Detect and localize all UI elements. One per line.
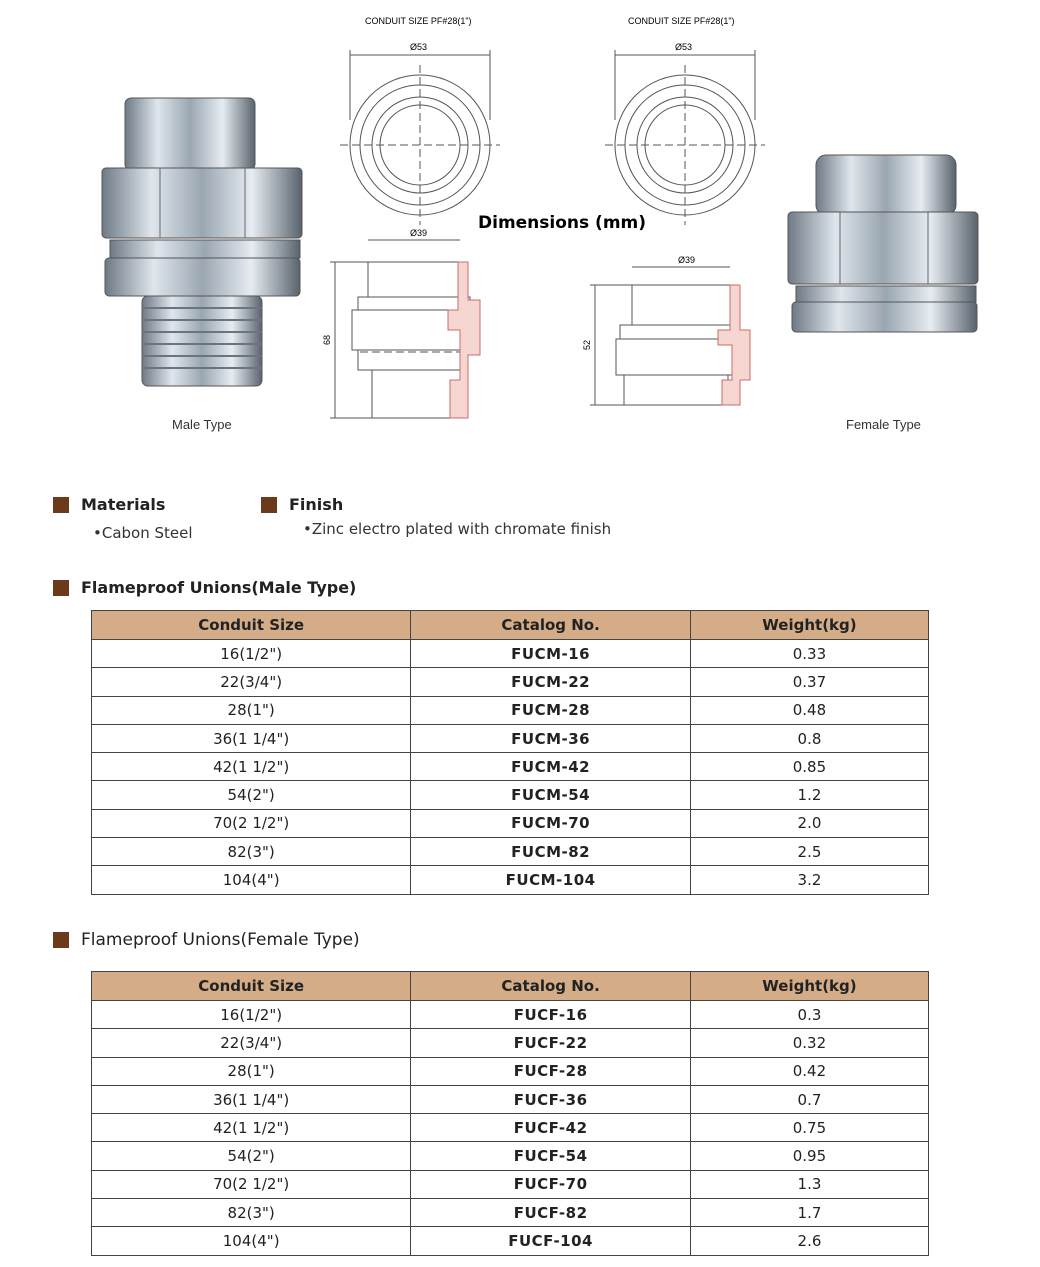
materials-square-icon [53,497,69,513]
weight-cell: 2.0 [690,809,928,837]
top-dia-left: Ø53 [410,42,428,52]
table-row [92,1114,929,1142]
catalog-no-cell: FUCF-28 [411,1057,691,1085]
weight-cell: 0.8 [690,724,928,752]
male-table-title: Flameproof Unions(Male Type) [81,578,357,597]
dimensions-title: Dimensions (mm) [478,213,647,233]
female-type-caption: Female Type [846,417,921,432]
conduit-size-cell: 54(2") [92,781,411,809]
catalog-no-cell: FUCF-42 [411,1114,691,1142]
catalog-no-cell: FUCF-104 [411,1227,691,1255]
conduit-size-cell: 42(1 1/2") [92,1114,411,1142]
top-dia-right: Ø53 [675,42,693,52]
table-row [92,809,929,837]
catalog-no-cell: FUCM-70 [411,809,691,837]
finish-item: •Zinc electro plated with chromate finish [303,520,612,538]
col-header-conduit-size: Conduit Size [92,611,411,640]
catalog-no-cell: FUCF-70 [411,1170,691,1198]
catalog-no-cell: FUCM-54 [411,781,691,809]
conduit-size-right: CONDUIT SIZE PF#28(1") [628,16,735,26]
table-row [92,1227,929,1255]
conduit-size-cell: 104(4") [92,866,411,894]
col-header-weight: Weight(kg) [690,611,928,640]
female-spec-table [91,971,929,1256]
col-header-catalog-no: Catalog No. [411,972,691,1001]
conduit-size-cell: 16(1/2") [92,1001,411,1029]
finish-square-icon [261,497,277,513]
table-row [92,640,929,668]
catalog-no-cell: FUCM-82 [411,838,691,866]
table-row [92,1029,929,1057]
conduit-size-cell: 28(1") [92,696,411,724]
male-table-heading [53,578,356,597]
materials-heading [53,495,165,514]
weight-cell: 0.7 [690,1085,928,1113]
conduit-size-cell: 36(1 1/4") [92,724,411,752]
male-type-caption: Male Type [172,417,232,432]
conduit-size-cell: 82(3") [92,1199,411,1227]
weight-cell: 0.32 [690,1029,928,1057]
female-table-square-icon [53,932,69,948]
conduit-size-cell: 82(3") [92,838,411,866]
catalog-no-cell: FUCM-16 [411,640,691,668]
col-header-catalog-no: Catalog No. [411,611,691,640]
catalog-no-cell: FUCF-54 [411,1142,691,1170]
weight-cell: 2.6 [690,1227,928,1255]
catalog-no-cell: FUCM-42 [411,753,691,781]
table-row [92,1001,929,1029]
weight-cell: 1.3 [690,1170,928,1198]
table-row [92,696,929,724]
table-row [92,781,929,809]
side-dia-left: Ø39 [410,228,428,238]
catalog-no-cell: FUCF-36 [411,1085,691,1113]
table-row [92,1142,929,1170]
female-table-title: Flameproof Unions(Female Type) [81,930,360,950]
weight-cell: 0.48 [690,696,928,724]
weight-cell: 0.42 [690,1057,928,1085]
weight-cell: 3.2 [690,866,928,894]
finish-title: Finish [289,495,344,514]
side-dia-right: Ø39 [678,255,696,265]
conduit-size-cell: 28(1") [92,1057,411,1085]
conduit-size-cell: 22(3/4") [92,668,411,696]
conduit-size-cell: 16(1/2") [92,640,411,668]
catalog-no-cell: FUCF-16 [411,1001,691,1029]
conduit-size-cell: 54(2") [92,1142,411,1170]
catalog-no-cell: FUCM-104 [411,866,691,894]
catalog-no-cell: FUCM-36 [411,724,691,752]
catalog-no-cell: FUCM-22 [411,668,691,696]
height-left: 68 [322,334,332,345]
finish-heading [261,495,343,514]
height-right: 52 [582,339,592,350]
male-table-square-icon [53,580,69,596]
female-table-heading [53,930,360,950]
table-row [92,724,929,752]
weight-cell: 0.85 [690,753,928,781]
conduit-size-cell: 42(1 1/2") [92,753,411,781]
table-row [92,1199,929,1227]
conduit-size-cell: 22(3/4") [92,1029,411,1057]
weight-cell: 1.2 [690,781,928,809]
table-row [92,866,929,894]
dimension-drawings [320,0,780,430]
weight-cell: 0.33 [690,640,928,668]
conduit-size-cell: 36(1 1/4") [92,1085,411,1113]
conduit-size-left: CONDUIT SIZE PF#28(1") [365,16,472,26]
conduit-size-cell: 70(2 1/2") [92,809,411,837]
catalog-no-cell: FUCF-22 [411,1029,691,1057]
weight-cell: 1.7 [690,1199,928,1227]
table-row [92,753,929,781]
table-row [92,1170,929,1198]
female-union-photo [778,150,988,340]
col-header-conduit-size: Conduit Size [92,972,411,1001]
weight-cell: 2.5 [690,838,928,866]
table-row [92,1057,929,1085]
conduit-size-cell: 104(4") [92,1227,411,1255]
weight-cell: 0.3 [690,1001,928,1029]
catalog-no-cell: FUCM-28 [411,696,691,724]
weight-cell: 0.75 [690,1114,928,1142]
weight-cell: 0.95 [690,1142,928,1170]
table-row [92,1085,929,1113]
conduit-size-cell: 70(2 1/2") [92,1170,411,1198]
weight-cell: 0.37 [690,668,928,696]
materials-item: •Cabon Steel [93,524,193,542]
col-header-weight: Weight(kg) [690,972,928,1001]
materials-title: Materials [81,495,166,514]
table-row [92,668,929,696]
table-row [92,838,929,866]
male-union-photo [80,90,330,400]
male-spec-table [91,610,929,895]
catalog-no-cell: FUCF-82 [411,1199,691,1227]
